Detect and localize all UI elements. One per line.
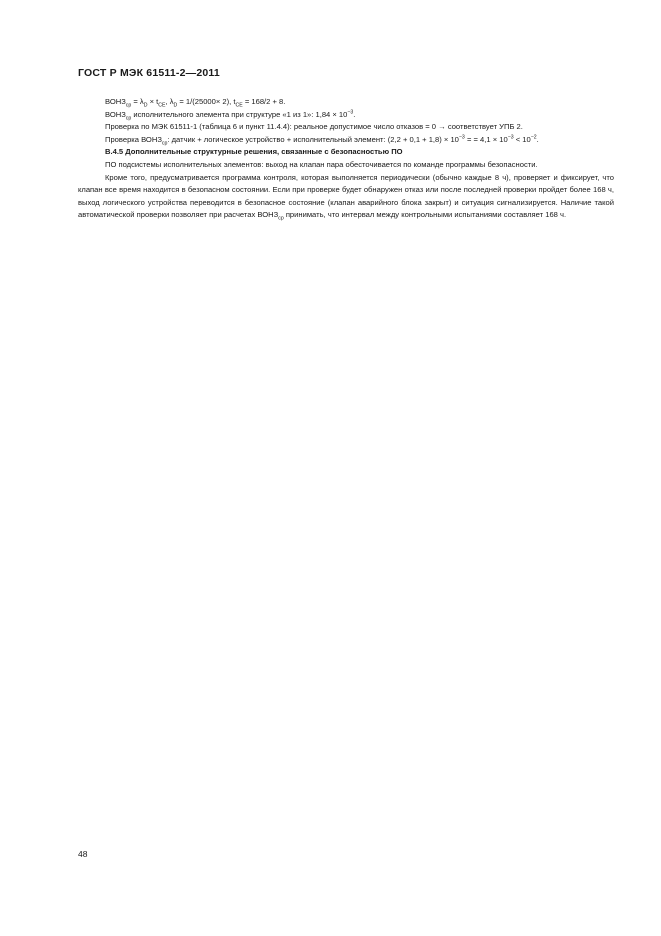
sum-check-paragraph bbox=[78, 134, 614, 147]
text-span: = λ bbox=[131, 97, 144, 106]
check-paragraph: Проверка по МЭК 61511-1 (таблица 6 и пункт 11.4.4): реальное допустимое число отказов = 0 → соответствует УПБ 2. bbox=[105, 122, 523, 132]
text-span: : датчик + логическое устройство + исполнительный элемент: (2,2 + 0,1 + 1,8) × 10 bbox=[167, 134, 459, 144]
subscript: CE bbox=[158, 102, 166, 109]
page-number: 48 bbox=[78, 849, 88, 859]
subscript: D bbox=[173, 102, 178, 109]
superscript: −3 bbox=[347, 109, 354, 116]
software-paragraph: ПО подсистемы исполнительных элементов: выход на клапан пара обесточивается по команде программы безопасности. bbox=[105, 159, 538, 169]
text-span: ВОНЗ bbox=[105, 109, 126, 119]
text-span: < 10 bbox=[513, 134, 531, 144]
text-span: ВОНЗ bbox=[105, 97, 126, 106]
text-span: . bbox=[353, 109, 356, 119]
text-span: . bbox=[536, 134, 539, 144]
text-span: исполнительного элемента при структуре «1 из 1»: 1,84 × 10 bbox=[131, 109, 348, 119]
control-program-paragraph bbox=[78, 172, 614, 222]
subscript: CE bbox=[235, 102, 243, 109]
subscript: D bbox=[143, 102, 148, 109]
document-body bbox=[78, 96, 614, 222]
text-span: = = 4,1 × 10 bbox=[464, 134, 508, 144]
document-header: ГОСТ Р МЭК 61511-2—2011 bbox=[78, 67, 220, 79]
superscript: −2 bbox=[530, 134, 537, 141]
text-span: × t bbox=[147, 97, 159, 106]
formula-paragraph bbox=[78, 96, 614, 109]
text-span: , λ bbox=[165, 97, 174, 106]
superscript: −3 bbox=[507, 134, 514, 141]
section-heading: В.4.5 Дополнительные структурные решения, связанные с безопасностью ПО bbox=[105, 147, 403, 157]
superscript: −3 bbox=[458, 134, 465, 141]
text-span: принимать, что интервал между контрольными испытаниями составляет 168 ч. bbox=[283, 210, 567, 220]
text-span: = 1/(25000× 2), t bbox=[177, 97, 236, 106]
subscript: ср bbox=[125, 115, 132, 122]
subscript: ср bbox=[161, 140, 168, 147]
text-span: = 168/2 + 8. bbox=[242, 97, 286, 106]
text-span: Кроме того, предусматривается программа контроля, которая выполняется периодически (обычно каждые 8 ч), проверяет и фиксирует, что клапан все время находится в безопасном состоянии. Если при проверке будет обнаружен отказ или после последней проверки пройдет более 168 ч, выход логического устройства переводится в безопасное состояние (клапан аварийного блока закрыт) и ситуация сигнализируется. Наличие такой автоматической проверки позволяет при расчетах ВОНЗ bbox=[78, 172, 614, 220]
subscript: ср bbox=[278, 215, 284, 222]
subscript: ср bbox=[125, 102, 132, 109]
result-paragraph bbox=[78, 109, 614, 122]
text-span: Проверка ВОНЗ bbox=[105, 134, 162, 144]
